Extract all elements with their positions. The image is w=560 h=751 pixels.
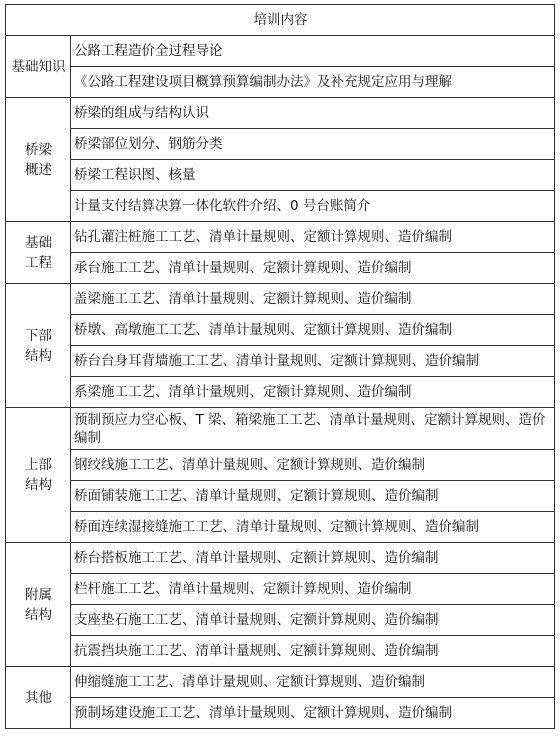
category-cell [6, 36, 71, 98]
item-cell: 承台施工工艺、清单计量规则、定额计算规则、造价编制 [71, 253, 555, 284]
header-row [6, 5, 555, 36]
table-row [6, 191, 555, 222]
table-row [6, 67, 555, 98]
table-row [6, 698, 555, 729]
category-cell [6, 284, 71, 408]
item-cell: 公路工程造价全过程导论 [71, 36, 555, 67]
item-cell: 桥面连续湿接缝施工工艺、清单计量规则、定额计算规则、造价编制 [71, 512, 555, 543]
item-cell: 桥梁工程识图、核量 [71, 160, 555, 191]
item-cell: 钢绞线施工工艺、清单计量规则、定额计算规则、造价编制 [71, 450, 555, 481]
table-row [6, 543, 555, 574]
item-cell: 抗震挡块施工工艺、清单计量规则、定额计算规则、造价编制 [71, 636, 555, 667]
item-cell: 桥梁部位划分、钢筋分类 [71, 129, 555, 160]
table-row [6, 98, 555, 129]
item-cell: 桥面铺装施工工艺、清单计量规则、定额计算规则、造价编制 [71, 481, 555, 512]
table-row [6, 408, 555, 450]
item-cell: 支座垫石施工工艺、清单计量规则、定额计算规则、造价编制 [71, 605, 555, 636]
item-cell: 预制预应力空心板、T 梁、箱梁施工工艺、清单计量规则、定额计算规则、造价编制 [71, 408, 555, 450]
item-cell: 钻孔灌注桩施工工艺、清单计量规则、定额计算规则、造价编制 [71, 222, 555, 253]
table-header: 培训内容 [6, 5, 555, 36]
table-row [6, 450, 555, 481]
table-row [6, 481, 555, 512]
item-cell: 伸缩缝施工工艺、清单计量规则、定额计算规则、造价编制 [71, 667, 555, 698]
category-label: 下部结构 [25, 327, 52, 364]
table-row [6, 129, 555, 160]
category-label: 桥梁概述 [25, 141, 52, 178]
category-label: 基础知识 [11, 58, 66, 75]
table-row [6, 253, 555, 284]
table-row [6, 315, 555, 346]
item-cell: 桥台搭板施工工艺、清单计量规则、定额计算规则、造价编制 [71, 543, 555, 574]
table-row [6, 160, 555, 191]
table-row [6, 605, 555, 636]
category-label: 基础工程 [25, 234, 52, 271]
table-row [6, 346, 555, 377]
training-content-table [5, 4, 555, 729]
category-cell [6, 408, 71, 543]
category-cell [6, 543, 71, 667]
table-row [6, 36, 555, 67]
category-label: 附属结构 [25, 586, 52, 623]
item-cell: 《公路工程建设项目概算预算编制办法》及补充规定应用与理解 [71, 67, 555, 98]
table-row [6, 667, 555, 698]
table-row [6, 284, 555, 315]
item-cell: 桥墩、高墩施工工艺、清单计量规则、定额计算规则、造价编制 [71, 315, 555, 346]
category-cell [6, 98, 71, 222]
item-cell: 盖梁施工工艺、清单计量规则、定额计算规则、造价编制 [71, 284, 555, 315]
table-row [6, 377, 555, 408]
item-cell: 预制场建设施工工艺、清单计量规则、定额计算规则、造价编制 [71, 698, 555, 729]
table-row [6, 574, 555, 605]
table-row [6, 222, 555, 253]
category-cell [6, 667, 71, 729]
table-row [6, 636, 555, 667]
category-cell [6, 222, 71, 284]
item-cell: 计量支付结算决算一体化软件介绍、0 号台账简介 [71, 191, 555, 222]
item-cell: 桥台台身耳背墙施工工艺、清单计量规则、定额计算规则、造价编制 [71, 346, 555, 377]
category-label: 上部结构 [25, 457, 52, 493]
item-cell: 系梁施工工艺、清单计量规则、定额计算规则、造价编制 [71, 377, 555, 408]
item-cell: 栏杆施工工艺、清单计量规则、定额计算规则、造价编制 [71, 574, 555, 605]
item-cell: 桥梁的组成与结构认识 [71, 98, 555, 129]
table-row [6, 512, 555, 543]
category-label: 其他 [25, 689, 52, 706]
